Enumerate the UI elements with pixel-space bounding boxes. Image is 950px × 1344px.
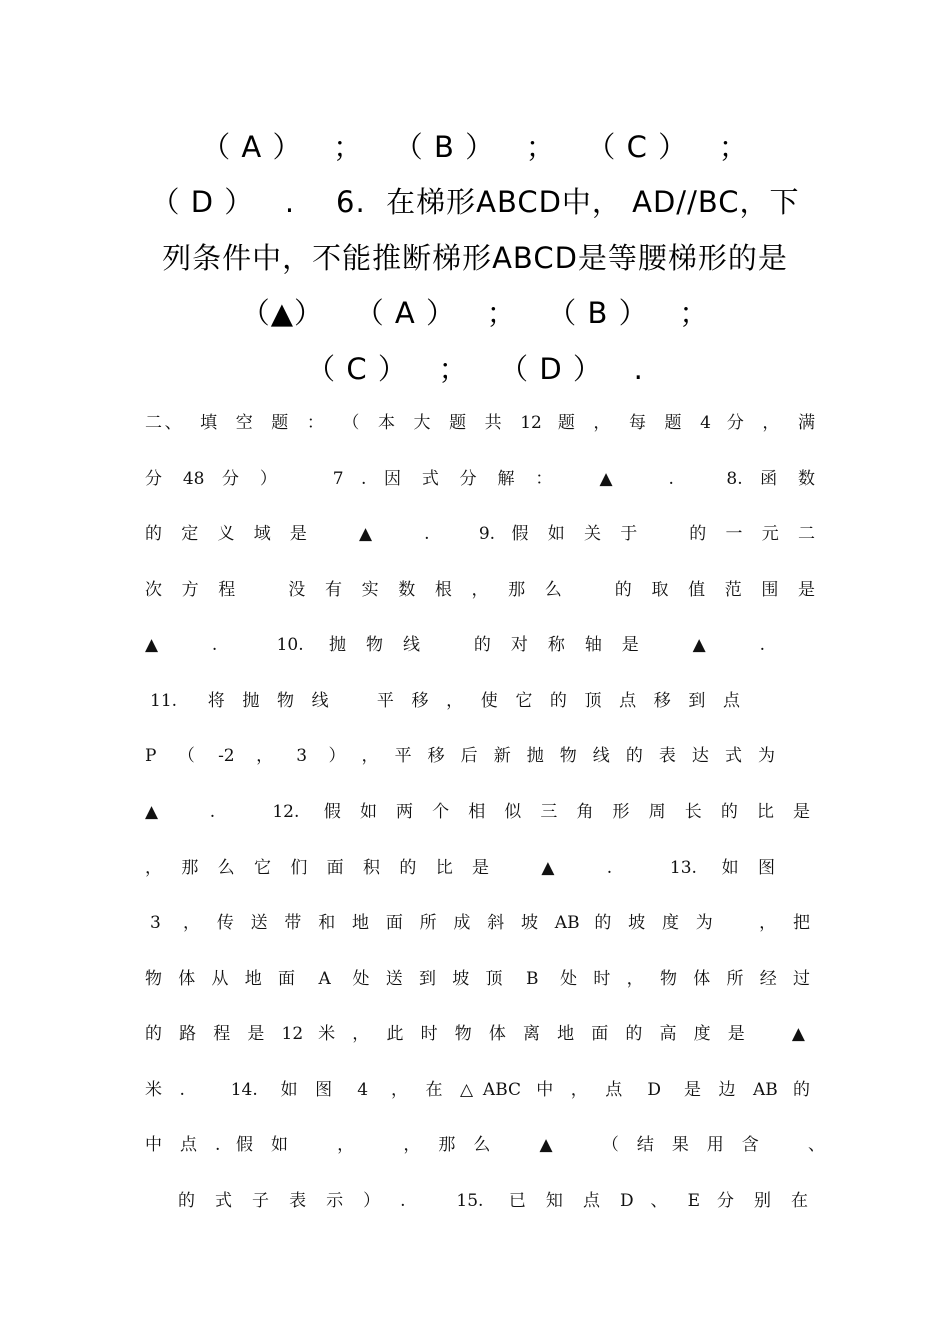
fill-blank-text: ， 那 么 它 们 面 积 的 比 是 ▲ . 13. 如 图 <box>145 858 775 878</box>
fill-blank-text: 二、 填 空 题 ： （ 本 大 题 共 12 题 ， 每 题 4 分 ， 满 <box>145 413 815 433</box>
fill-blank-text: 的 式 子 表 示 ） . 15. 已 知 点 D 、 E 分 别 在 <box>178 1191 808 1211</box>
fill-blank-text: 3 ， 传 送 带 和 地 面 所 成 斜 坡 AB 的 坡 度 为 ， 把 <box>150 913 810 933</box>
fill-blank-text: 物 体 从 地 面 A 处 送 到 坡 顶 B 处 时 ， 物 体 所 经 过 <box>145 969 810 989</box>
fill-blank-text: ▲ . 12. 假 如 两 个 相 似 三 角 形 周 长 的 比 是 <box>145 802 810 822</box>
question-6-line-2: 列条件中，不能推断梯形ABCD是等腰梯形的是 <box>162 241 788 275</box>
fill-blank-text: 分 48 分 ） 7 . 因 式 分 解 ： ▲ . 8. 函 数 <box>145 469 815 489</box>
question-6-options-line-1: （▲） （ A ） ； （ B ） ； <box>240 296 710 330</box>
question-6-line-1: （ D ） . 6. 在梯形ABCD中， AD//BC，下 <box>150 185 800 219</box>
fill-blank-text: 11. 将 抛 物 线 平 移 ， 使 它 的 顶 点 移 到 点 <box>150 691 740 711</box>
fill-blank-text: 的 定 义 域 是 ▲ . 9. 假 如 关 于 的 一 元 二 <box>145 524 815 544</box>
fill-blank-text: 的 路 程 是 12 米 ， 此 时 物 体 离 地 面 的 高 度 是 ▲ <box>145 1024 805 1044</box>
fill-blank-text: 中 点 . 假 如 ， ， 那 么 ▲ （ 结 果 用 含 、 <box>145 1135 825 1155</box>
question-options-line-1: （ A ） ； （ B ） ； （ C ） ； <box>201 130 749 164</box>
fill-blank-text: 次 方 程 没 有 实 数 根 ， 那 么 的 取 值 范 围 是 <box>145 580 815 600</box>
fill-blank-text: P （ -2 ， 3 ） ， 平 移 后 新 抛 物 线 的 表 达 式 为 <box>145 746 775 766</box>
fill-blank-text: 米 . 14. 如 图 4 ， 在 △ ABC 中 ， 点 D 是 边 AB 的 <box>145 1080 810 1100</box>
question-6-options-line-2: （ C ） ； （ D ） . <box>306 352 644 386</box>
fill-blank-text: ▲ . 10. 抛 物 线 的 对 称 轴 是 ▲ . <box>145 635 765 655</box>
fill-blank-line-15 <box>0 1188 950 1266</box>
